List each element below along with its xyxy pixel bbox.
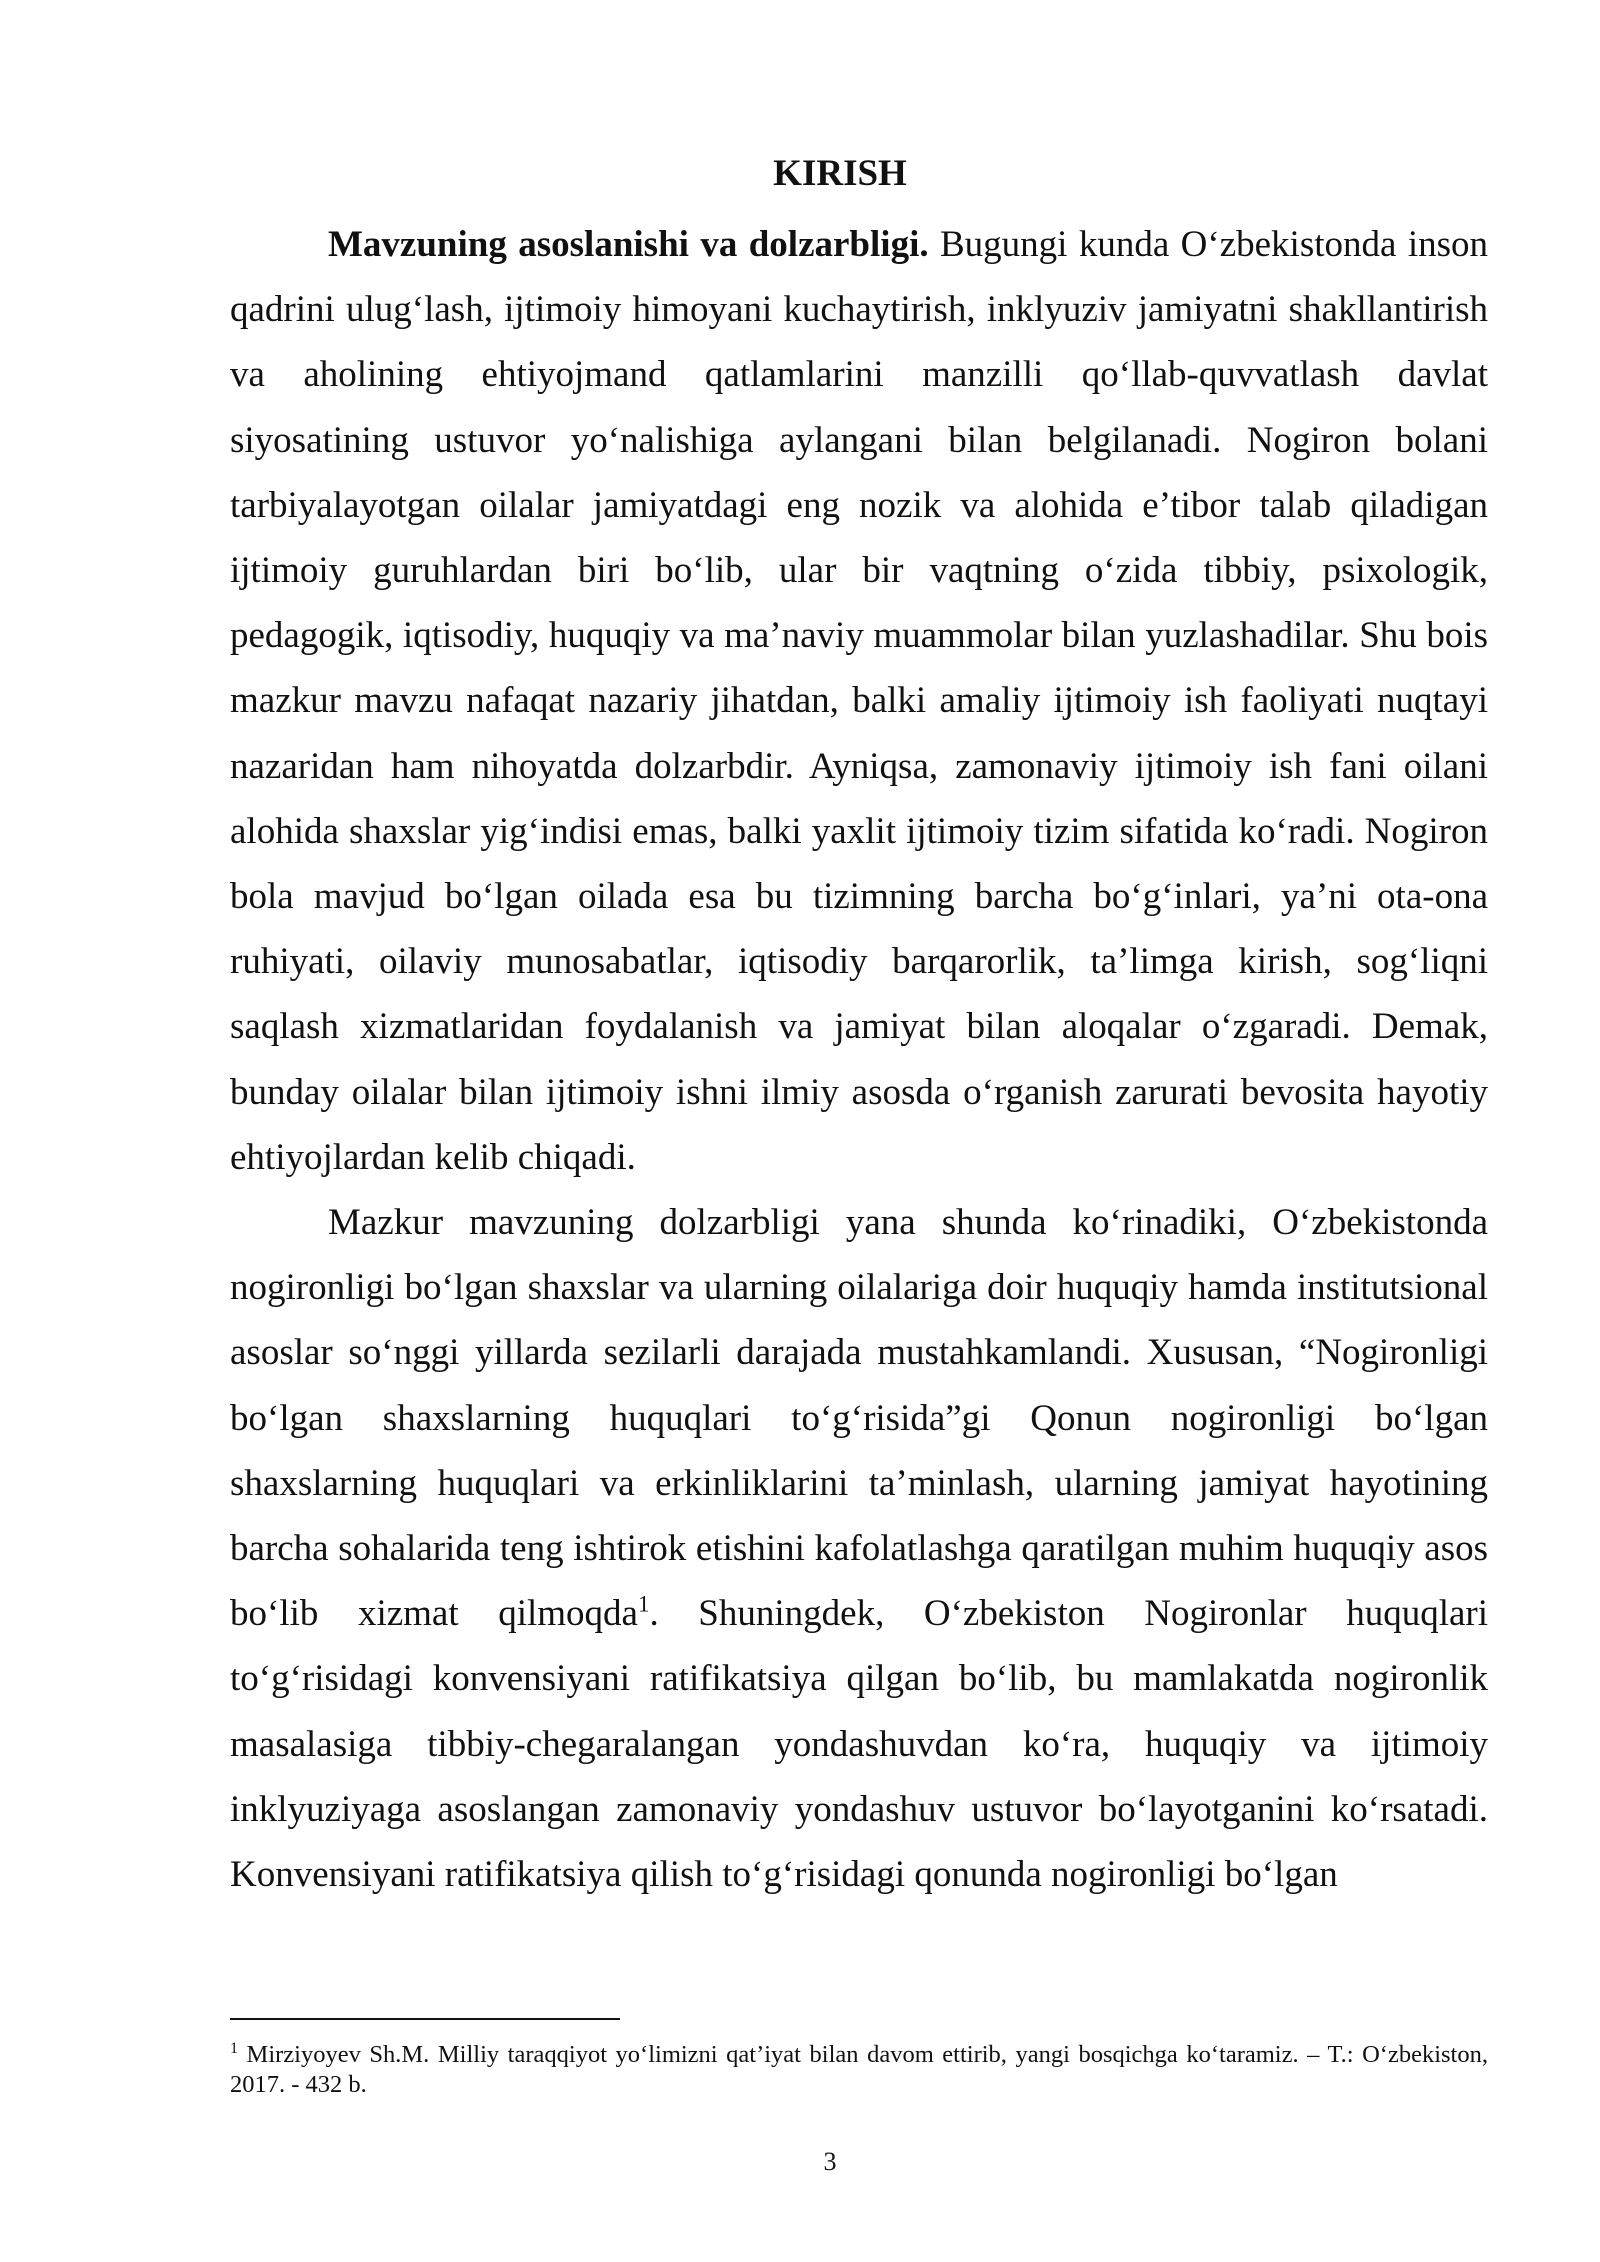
body-text (230, 212, 1488, 1907)
chapter-title: KIRISH (773, 153, 907, 194)
paragraph-1-lead: Mavzuning asoslanishi va dolzarbligi. (328, 224, 929, 265)
footnote-separator (230, 2018, 620, 2020)
footnote-text: Mirziyoyev Sh.M. Milliy taraqqiyot yo‘limizni qat’iyat bilan davom ettirib, yangi bosqichga ko‘taramiz. – T.: O‘zbekiston, 2017. - 432 b. (230, 2041, 1488, 2098)
paragraph-1-text: Bugungi kunda O‘zbekistonda inson qadrini ulug‘lash, ijtimoiy himoyani kuchaytirish, inklyuziv jamiyatni shakllantirish va aholining ehtiyojmand qatlamlarini manzilli qo‘llab-quvvatlash davlat siyosatining ustuvor yo‘nalishiga aylangani bilan belgilanadi. Nogiron bolani tarbiyalayotgan oilalar jamiyatdagi eng nozik va alohida e’tibor talab qiladigan ijtimoiy guruhlardan biri bo‘lib, ular bir vaqtning o‘zida tibbiy, psixologik, pedagogik, iqtisodiy, huquqiy va ma’naviy muammolar bilan yuzlashadilar. Shu bois mazkur mavzu nafaqat nazariy jihatdan, balki amaliy ijtimoiy ish faoliyati nuqtayi nazaridan ham nihoyatda dolzarbdir. Ayniqsa, zamonaviy ijtimoiy ish fani oilani alohida shaxslar yig‘indisi emas, balki yaxlit ijtimoiy tizim sifatida ko‘radi. Nogiron bola mavjud bo‘lgan oilada esa bu tizimning barcha bo‘g‘inlari, ya’ni ota-ona ruhiyati, oilaviy munosabatlar, iqtisodiy barqarorlik, ta’limga kirish, sog‘liqni saqlash xizmatlaridan foydalanish va jamiyat bilan aloqalar o‘zgaradi. Demak, bunday oilalar bilan ijtimoiy ishni ilmiy asosda o‘rganish zarurati bevosita hayotiy ehtiyojlardan kelib chiqadi. (230, 224, 1489, 1178)
paragraph-2-text-after-ref: . Shuningdek, O‘zbekiston Nogironlar huquqlari to‘g‘risidagi konvensiyani ratifikatsiya qilgan bo‘lib, bu mamlakatda nogironlik masalasiga tibbiy-chegaralangan yondashuvdan ko‘ra, huquqiy va ijtimoiy inklyuziyaga asoslangan zamonaviy yondashuv ustuvor bo‘layotganini ko‘rsatadi. Konvensiyani ratifikatsiya qilish to‘g‘risidagi qonunda nogironligi bo‘lgan (230, 1593, 1489, 1896)
paragraph-2 (230, 1190, 1488, 1907)
footnote-marker: 1 (230, 2039, 238, 2057)
footnote-reference[interactable]: 1 (637, 1591, 650, 1617)
paragraph-2-text-before-ref: Mazkur mavzuning dolzarbligi yana shunda ko‘rinadiki, O‘zbekistonda nogironligi bo‘lgan shaxslar va ularning oilalariga doir huquqiy hamda institutsional asoslar so‘nggi yillarda sezilarli darajada mustahkamlandi. Xususan, “Nogironligi bo‘lgan shaxslarning huquqlari to‘g‘risida”gi Qonun nogironligi bo‘lgan shaxslarning huquqlari va erkinliklarini ta’minlash, ularning jamiyat hayotining barcha sohalarida teng ishtirok etishini kafolatlashga qaratilgan muhim huquqiy asos bo‘lib xizmat qilmoqda (230, 1202, 1488, 1635)
footnote (230, 2040, 1488, 2100)
page-number: 3 (823, 2147, 837, 2176)
paragraph-1 (230, 212, 1488, 1190)
